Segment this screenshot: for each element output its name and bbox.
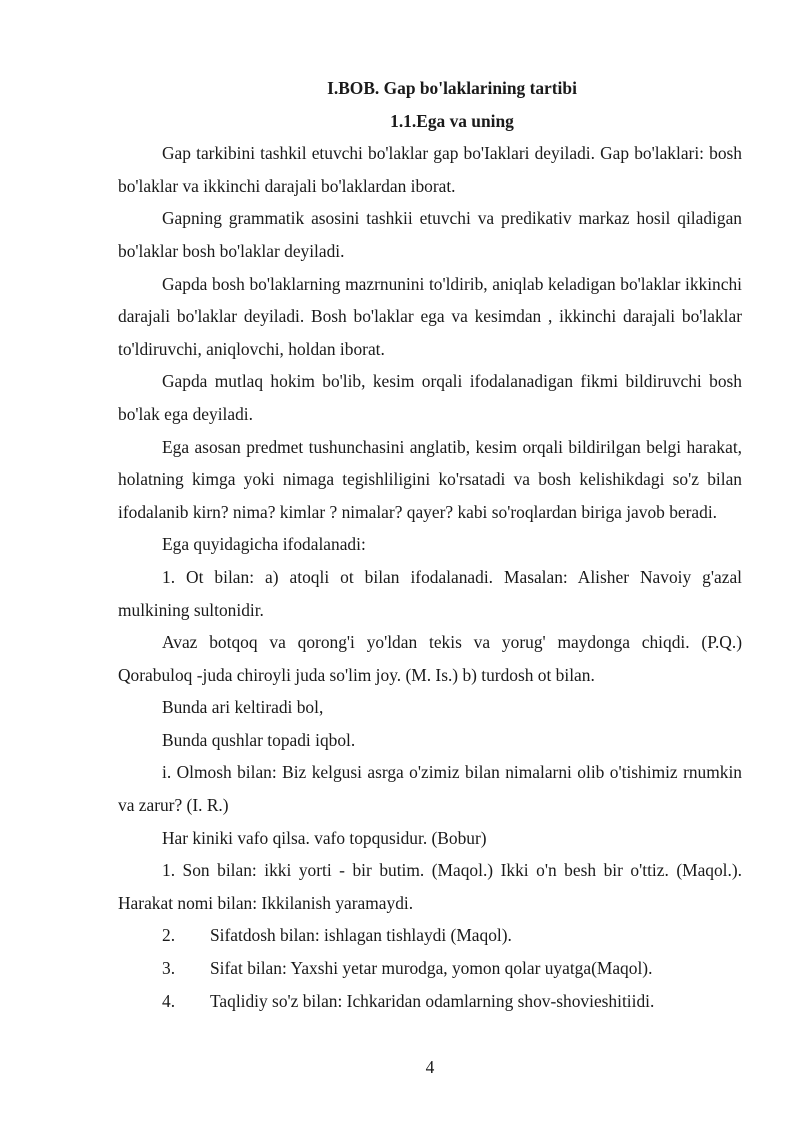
item-number: 3.	[162, 958, 176, 979]
page-number: 4	[425, 1057, 435, 1077]
item-text: Taqlidiy so'z bilan: Ichkaridan odamlarning shov-shovieshitiidi.	[210, 990, 655, 1011]
section-title: 1.1.Ega va uning	[390, 110, 514, 131]
paragraph: Gapda bosh bo'laklarning mazrnunini to'ldirib, aniqlab keladigan bo'laklar ikkinchi darajali bo'laklar deyiladi. Bosh bo'laklar ega va kesimdan , ikkinchi darajali bo'laklar to'ldiruvchi, aniqlovchi, holdan iborat.	[118, 273, 742, 359]
paragraph: Avaz botqoq va qorong'i yo'ldan tekis va yorug' maydonga chiqdi. (P.Q.) Qorabuloq -juda chiroyli juda so'lim joy. (M. Is.) b) turdosh ot bilan.	[118, 632, 742, 685]
paragraph: 1. Ot bilan: a) atoqli ot bilan ifodalanadi. Masalan: Alisher Navoiy g'azal mulkining sultonidir.	[118, 566, 742, 620]
document-page	[118, 72, 742, 1017]
paragraph: Gapda mutlaq hokim bo'lib, kesim orqali ifodalanadigan fikmi bildiruvchi bosh bo'lak ega deyiladi.	[118, 371, 742, 424]
paragraph: Har kiniki vafo qilsa. vafo topqusidur. (Bobur)	[162, 827, 487, 848]
verse-line: Bunda ari keltiradi bol,	[162, 697, 324, 718]
numbered-item	[118, 952, 742, 985]
chapter-title: I.BOB. Gap bo'laklarining tartibi	[327, 78, 577, 98]
paragraph: Ega quyidagicha ifodalanadi:	[162, 534, 366, 555]
numbered-item	[118, 985, 742, 1018]
paragraph: i. Olmosh bilan: Biz kelgusi asrga o'zimiz bilan nimalarni olib o'tishimiz rnumkin va zarur? (I. R.)	[118, 762, 742, 816]
item-number: 2.	[162, 925, 176, 946]
paragraph: Gapning grammatik asosini tashkii etuvchi va predikativ markaz hosil qiladigan bo'laklar bosh bo'laklar deyiladi.	[118, 208, 742, 261]
item-text: Sifat bilan: Yaxshi yetar murodga, yomon qolar uyatga(Maqol).	[210, 958, 653, 979]
verse-line: Bunda qushlar topadi iqbol.	[162, 729, 356, 750]
item-number: 4.	[162, 990, 176, 1011]
paragraph: 1. Son bilan: ikki yorti - bir butim. (Maqol.) Ikki o'n besh bir o'ttiz. (Maqol.). Harakat nomi bilan: Ikkilanish yaramaydi.	[118, 860, 742, 913]
paragraph: Gap tarkibini tashkil etuvchi bo'laklar gap bo'Iaklari deyiladi. Gap bo'laklari: bosh bo'laklar va ikkinchi darajali bo'laklardan iborat.	[118, 143, 742, 196]
numbered-item	[118, 919, 742, 952]
item-text: Sifatdosh bilan: ishlagan tishlaydi (Maqol).	[210, 925, 512, 946]
paragraph: Ega asosan predmet tushunchasini anglatib, kesim orqali bildirilgan belgi harakat, holatning kimga yoki nimaga tegishliligini ko'rsatadi va bosh kelishikdagi so'z bilan ifodalanib kirn? nima? kimlar ? nimalar? qayer? kabi so'roqlardan biriga javob beradi.	[118, 436, 742, 522]
